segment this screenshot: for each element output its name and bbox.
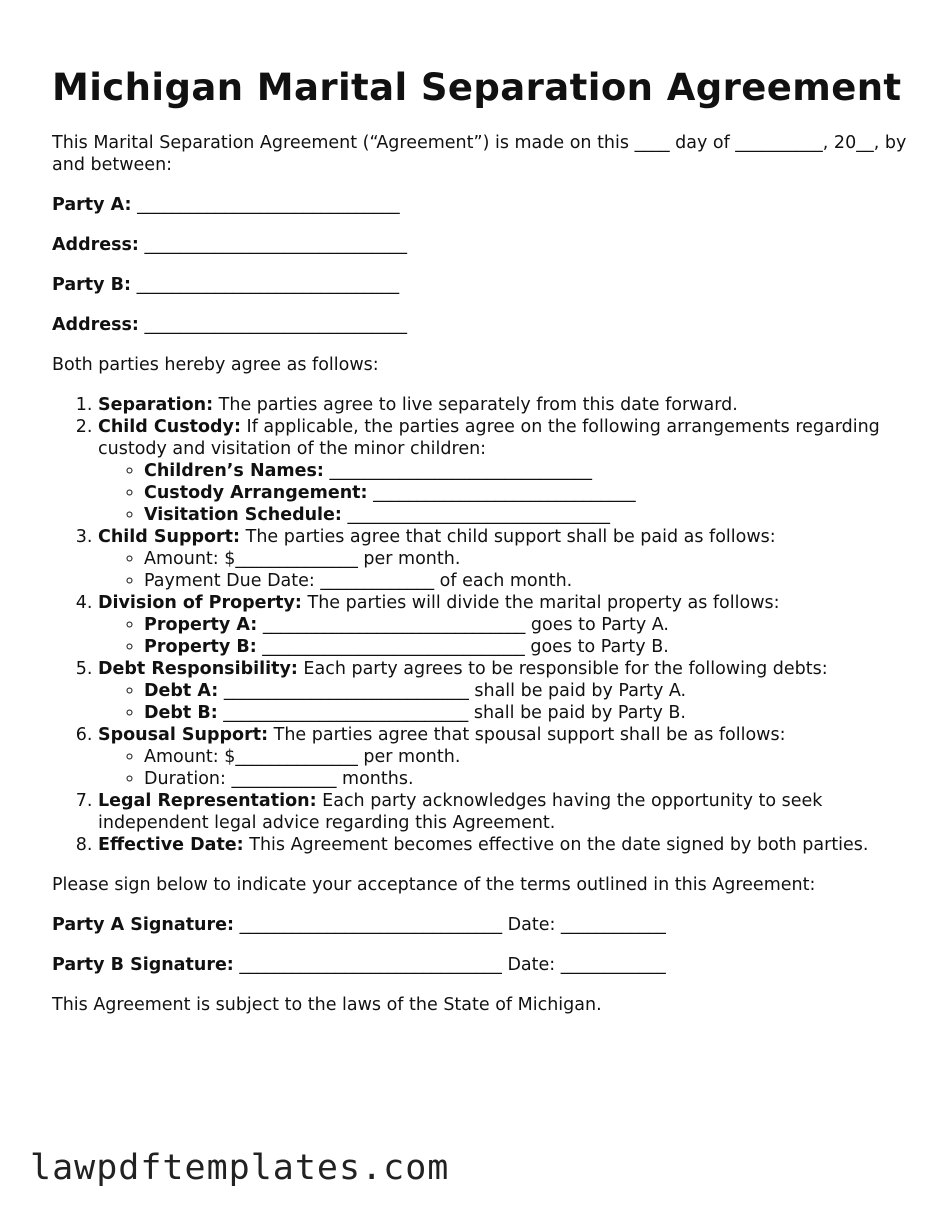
sub-label: Property B: [144,637,257,657]
sub-item [144,504,912,526]
sub-item [144,702,912,724]
term-effective-date [98,834,912,856]
child-custody-sublist [98,460,912,526]
sub-item [144,680,912,702]
party-a-label: Party A: [52,195,132,215]
party-a-signature-line [52,914,912,936]
party-a-signature-blank: ______________________________ Date: ____________ [234,915,666,935]
term-text: This Agreement becomes effective on the date signed by both parties. [243,835,869,855]
sub-item: ◦ Payment Due Date: _____________ of each month. [144,570,912,592]
sub-label: Debt A: [144,681,219,701]
sub-item [144,614,912,636]
term-label: Division of Property: [98,593,302,613]
sub-text: ______________________________ goes to Party A. [257,615,669,635]
sub-item: ◦ Amount: $______________ per month. [144,548,912,570]
term-text: If applicable, the parties agree on the following arrangements regarding custody and visitation of the minor children: [98,417,880,459]
term-label: Legal Representation: [98,791,317,811]
sub-item [144,636,912,658]
sub-item [144,482,912,504]
term-text: The parties agree to live separately from this date forward. [213,395,738,415]
term-text: The parties agree that child support shall be paid as follows: [240,527,776,547]
term-label: Debt Responsibility: [98,659,298,679]
party-a-blank: ______________________________ [137,195,400,215]
term-label: Child Custody: [98,417,241,437]
term-label: Spousal Support: [98,725,269,745]
document-title: Michigan Marital Separation Agreement [52,66,902,109]
party-a-line [52,194,912,216]
sub-label: Property A: [144,615,258,635]
term-separation [98,394,912,416]
party-b-label: Party B: [52,275,131,295]
sub-item: ◦ Amount: $______________ per month. [144,746,912,768]
agree-intro: Both parties hereby agree as follows: [52,355,379,375]
sub-text: ______________________________ [323,461,592,481]
term-division-of-property [98,592,912,658]
term-text: Each party agrees to be responsible for the following debts: [297,659,828,679]
party-b-signature-label: Party B Signature: [52,955,234,975]
sub-label: Custody Arrangement: [144,483,368,503]
term-label: Effective Date: [98,835,244,855]
party-a-address-label: Address: [52,235,139,255]
term-label: Child Support: [98,527,241,547]
term-text: The parties agree that spousal support shall be as follows: [268,725,786,745]
sub-text: ______________________________ [367,483,636,503]
closing-paragraph: This Agreement is subject to the laws of the State of Michigan. [52,995,602,1015]
term-debt-responsibility [98,658,912,724]
term-label: Separation: [98,395,214,415]
sub-text: ______________________________ goes to Party B. [256,637,669,657]
party-b-address-label: Address: [52,315,139,335]
party-b-blank: ______________________________ [136,275,400,295]
sub-label: Children’s Names: [144,461,324,481]
property-sublist [98,614,912,658]
term-legal-representation [98,790,912,834]
term-child-support [98,526,912,592]
party-b-signature-line [52,954,912,976]
sub-item [144,460,912,482]
term-spousal-support [98,724,912,790]
sub-label: Debt B: [144,703,218,723]
party-a-address-blank: ______________________________ [144,235,408,255]
document-page [52,62,912,1034]
sub-text: ______________________________ [341,505,610,525]
sub-text: ____________________________ shall be paid by Party B. [217,703,686,723]
child-support-sublist [98,548,912,592]
term-child-custody [98,416,912,526]
terms-list [52,394,912,856]
party-b-address-line [52,314,912,336]
party-a-signature-label: Party A Signature: [52,915,235,935]
term-text: Each party acknowledges having the opportunity to seek independent legal advice regarding this Agreement. [98,791,823,833]
party-a-address-line [52,234,912,256]
sub-label: Visitation Schedule: [144,505,342,525]
debt-sublist [98,680,912,724]
intro-paragraph: This Marital Separation Agreement (“Agreement”) is made on this ____ day of __________, 20__, by and between: [52,133,907,175]
term-text: The parties will divide the marital property as follows: [301,593,780,613]
sign-intro: Please sign below to indicate your acceptance of the terms outlined in this Agreement: [52,875,816,895]
spousal-support-sublist [98,746,912,790]
party-b-address-blank: ______________________________ [144,315,408,335]
watermark-logo: lawpdftemplates.com [30,1148,450,1188]
sub-item: ◦ Duration: ____________ months. [144,768,912,790]
party-b-signature-blank: ______________________________ Date: ____________ [233,955,666,975]
sub-text: ____________________________ shall be paid by Party A. [218,681,687,701]
party-b-line [52,274,912,296]
